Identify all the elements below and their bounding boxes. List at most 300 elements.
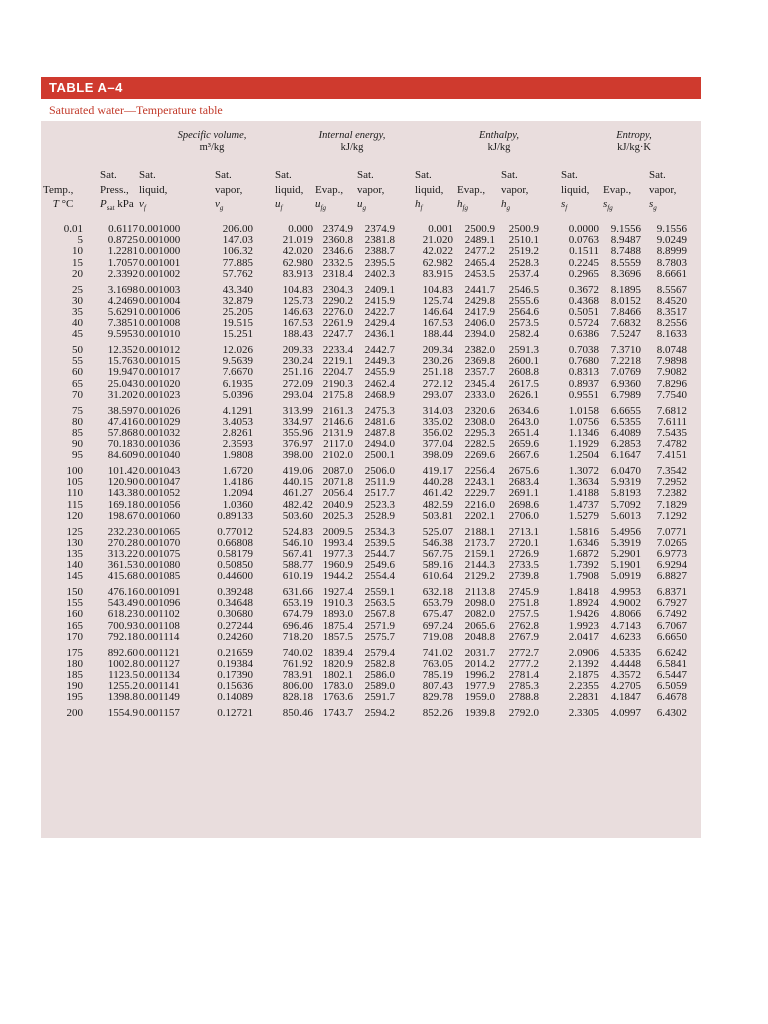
cell-ufg: 1763.6: [322, 691, 353, 704]
cell-hg: 2777.2: [508, 657, 539, 670]
header-line: Evap.,: [603, 183, 632, 196]
cell-sg: 7.4782: [656, 438, 687, 451]
cell-sf: 1.7392: [568, 559, 599, 572]
cell-sg: 6.8827: [656, 570, 687, 583]
cell-hf: 503.81: [422, 509, 453, 522]
cell-ufg: 2261.9: [322, 317, 353, 330]
cell-hf: 440.28: [422, 476, 453, 489]
cell-hf: 482.59: [422, 498, 453, 511]
group-name: Internal energy,: [318, 130, 386, 141]
cell-vg: 106.32: [222, 245, 253, 258]
cell-press: 120.90: [107, 476, 138, 489]
cell-sfg: 5.0919: [610, 570, 641, 583]
cell-ug: 2449.3: [364, 355, 395, 368]
cell-sg: 8.8999: [656, 245, 687, 258]
cell-sg: 7.0771: [656, 525, 687, 538]
table-row: [41, 246, 701, 257]
cell-vf: 0.001002: [139, 267, 181, 280]
cell-hfg: 2489.1: [464, 234, 495, 247]
header-line: liquid,: [139, 183, 168, 196]
header-line: Sat.: [139, 169, 156, 181]
cell-temp: 65: [72, 377, 83, 390]
cell-vf: 0.001070: [139, 536, 181, 549]
cell-sg: 7.0265: [656, 536, 687, 549]
cell-ug: 2544.7: [364, 547, 395, 560]
cell-vf: 0.001102: [139, 608, 180, 621]
cell-sfg: 6.4089: [610, 426, 641, 439]
cell-sg: 7.7540: [656, 388, 687, 401]
cell-press: 198.67: [107, 509, 138, 522]
cell-hf: 632.18: [422, 586, 453, 598]
header-line: Sat.: [100, 169, 117, 181]
header-sfg: [603, 168, 631, 216]
cell-sf: 0.0763: [568, 234, 599, 247]
cell-uf: 251.16: [282, 366, 313, 379]
cell-hg: 2726.9: [508, 547, 539, 560]
cell-hfg: 1959.0: [464, 691, 495, 704]
cell-uf: 355.96: [282, 426, 313, 439]
cell-hg: 2757.5: [508, 608, 539, 621]
header-line: $v_f$: [139, 198, 146, 213]
cell-sfg: 6.0470: [610, 465, 641, 477]
table-row: [41, 511, 701, 522]
cell-press: 101.42: [107, 465, 138, 477]
cell-sg: 8.7803: [656, 256, 687, 269]
cell-ug: 2455.9: [364, 366, 395, 379]
cell-sf: 1.3634: [568, 476, 599, 489]
cell-vf: 0.001040: [139, 449, 181, 462]
table-row: [41, 450, 701, 461]
cell-vf: 0.001047: [139, 476, 181, 489]
cell-vf: 0.001000: [139, 245, 181, 258]
cell-sfg: 8.7488: [610, 245, 641, 258]
cell-ug: 2468.9: [364, 388, 395, 401]
cell-ufg: 2290.2: [322, 294, 353, 307]
cell-ufg: 2276.0: [322, 305, 353, 318]
cell-ufg: 1857.5: [322, 630, 353, 643]
table-row: [41, 367, 701, 378]
cell-temp: 125: [66, 525, 83, 538]
cell-vg: 2.8261: [222, 426, 253, 439]
cell-sf: 0.2245: [568, 256, 599, 269]
cell-temp: 120: [66, 509, 83, 522]
header-line: Sat.: [415, 169, 432, 181]
table-row: [41, 285, 701, 296]
cell-press: 25.043: [107, 377, 138, 390]
cell-sf: 1.5816: [568, 525, 599, 538]
cell-hf: 188.44: [422, 328, 453, 341]
header-line: liquid,: [561, 183, 590, 196]
cell-sg: 6.7492: [656, 608, 687, 621]
cell-uf: 419.06: [282, 465, 313, 477]
cell-ufg: 1743.7: [322, 707, 353, 719]
cell-sf: 0.8313: [568, 366, 599, 379]
cell-hg: 2510.1: [508, 234, 539, 247]
cell-hf: 377.04: [422, 438, 453, 451]
cell-ug: 2523.3: [364, 498, 395, 511]
header-line: $u_{fg}$: [315, 198, 326, 213]
cell-hfg: 2031.7: [464, 646, 495, 659]
cell-hg: 2713.1: [508, 525, 539, 538]
header-line: $s_f$: [561, 198, 568, 213]
group-unit: kJ/kg: [487, 142, 511, 153]
cell-temp: 185: [66, 668, 83, 681]
cell-temp: 50: [72, 344, 83, 356]
cell-vf: 0.001075: [139, 547, 181, 560]
cell-sf: 2.1875: [568, 668, 599, 681]
cell-ufg: 2304.3: [322, 283, 353, 296]
table-row: [41, 609, 701, 620]
cell-temp: 150: [66, 586, 83, 598]
cell-hfg: 2014.2: [464, 657, 495, 670]
cell-temp: 15: [72, 256, 83, 269]
cell-hfg: 2065.6: [464, 619, 495, 632]
cell-ug: 2539.5: [364, 536, 395, 549]
cell-hf: 697.24: [422, 619, 453, 632]
cell-uf: 209.33: [282, 344, 313, 356]
cell-vg: 77.885: [222, 256, 253, 269]
cell-press: 143.38: [107, 487, 138, 500]
cell-hfg: 2216.0: [464, 498, 495, 511]
cell-temp: 85: [72, 426, 83, 439]
cell-sf: 0.0000: [568, 223, 599, 235]
cell-vf: 0.001096: [139, 597, 181, 610]
cell-uf: 230.24: [282, 355, 313, 368]
cell-ufg: 2219.1: [322, 355, 353, 368]
cell-hg: 2591.3: [508, 344, 539, 356]
cell-uf: 167.53: [282, 317, 313, 330]
cell-temp: 10: [72, 245, 83, 258]
cell-press: 169.18: [107, 498, 138, 511]
cell-hg: 2739.8: [508, 570, 539, 583]
cell-uf: 610.19: [282, 570, 313, 583]
cell-vf: 0.001085: [139, 570, 181, 583]
cell-press: 1255.2: [107, 680, 138, 693]
cell-vf: 0.001141: [139, 680, 180, 693]
cell-hf: 807.43: [422, 680, 453, 693]
cell-press: 7.3851: [107, 317, 138, 330]
cell-sf: 1.5279: [568, 509, 599, 522]
cell-sf: 1.2504: [568, 449, 599, 462]
cell-press: 1.2281: [107, 245, 138, 258]
cell-ug: 2517.7: [364, 487, 395, 500]
cell-vf: 0.001006: [139, 305, 181, 318]
cell-sfg: 7.5247: [610, 328, 641, 341]
cell-hf: 741.02: [422, 646, 453, 659]
cell-sg: 8.4520: [656, 294, 687, 307]
cell-ug: 2591.7: [364, 691, 395, 704]
cell-ug: 2586.0: [364, 668, 395, 681]
cell-press: 84.609: [107, 449, 138, 462]
cell-vf: 0.001000: [139, 234, 181, 247]
table-caption: Saturated water—Temperature table: [41, 99, 701, 121]
cell-uf: 0.000: [288, 223, 313, 235]
cell-hg: 2564.6: [508, 305, 539, 318]
group-unit: m³/kg: [199, 142, 225, 153]
cell-vg: 1.6720: [222, 465, 253, 477]
cell-hg: 2519.2: [508, 245, 539, 258]
cell-temp: 195: [66, 691, 83, 704]
cell-sg: 8.2556: [656, 317, 687, 330]
cell-sg: 8.3517: [656, 305, 687, 318]
cell-sfg: 5.2901: [610, 547, 641, 560]
cell-vf: 0.001157: [139, 707, 180, 719]
table-row: [41, 571, 701, 582]
cell-vf: 0.001032: [139, 426, 181, 439]
cell-ug: 2381.8: [364, 234, 395, 247]
cell-hf: 272.12: [422, 377, 453, 390]
cell-temp: 35: [72, 305, 83, 318]
cell-hf: 62.982: [422, 256, 453, 269]
cell-ug: 2422.7: [364, 305, 395, 318]
cell-uf: 42.020: [282, 245, 313, 258]
cell-ufg: 2087.0: [322, 465, 353, 477]
cell-hfg: 2320.6: [464, 404, 495, 417]
cell-uf: 503.60: [282, 509, 313, 522]
cell-press: 892.60: [107, 646, 138, 659]
cell-hfg: 2429.8: [464, 294, 495, 307]
cell-hf: 21.020: [422, 234, 453, 247]
cell-sfg: 8.9487: [610, 234, 641, 247]
cell-vg: 147.03: [222, 234, 253, 247]
cell-vg: 1.2094: [222, 487, 253, 500]
cell-hf: 398.09: [422, 449, 453, 462]
cell-hg: 2720.1: [508, 536, 539, 549]
header-line: $P_{sat}$ kPa: [100, 198, 134, 213]
cell-hf: 829.78: [422, 691, 453, 704]
header-line: liquid,: [415, 183, 444, 196]
cell-hg: 2573.5: [508, 317, 539, 330]
cell-sf: 1.9923: [568, 619, 599, 632]
cell-uf: 631.66: [282, 586, 313, 598]
cell-ufg: 1910.3: [322, 597, 353, 610]
cell-press: 1.7057: [107, 256, 138, 269]
cell-sg: 9.1556: [656, 223, 687, 235]
cell-sg: 7.2382: [656, 487, 687, 500]
cell-press: 361.53: [107, 559, 138, 572]
cell-ug: 2487.8: [364, 426, 395, 439]
cell-hf: 335.02: [422, 415, 453, 428]
cell-hg: 2788.8: [508, 691, 539, 704]
cell-hf: 104.83: [422, 283, 453, 296]
cell-uf: 674.79: [282, 608, 313, 621]
cell-hf: 567.75: [422, 547, 453, 560]
cell-ug: 2481.6: [364, 415, 395, 428]
group-name: Enthalpy,: [479, 130, 519, 141]
cell-sfg: 4.9953: [610, 586, 641, 598]
cell-ug: 2429.4: [364, 317, 395, 330]
cell-hg: 2691.1: [508, 487, 539, 500]
cell-vg: 0.27244: [217, 619, 253, 632]
cell-press: 19.947: [107, 366, 138, 379]
cell-ufg: 2161.3: [322, 404, 353, 417]
cell-sfg: 5.8193: [610, 487, 641, 500]
cell-hf: 852.26: [422, 707, 453, 719]
cell-temp: 170: [66, 630, 83, 643]
cell-ufg: 1839.4: [322, 646, 353, 659]
cell-ug: 2388.7: [364, 245, 395, 258]
cell-vf: 0.001036: [139, 438, 181, 451]
table-row: [41, 527, 701, 538]
cell-ufg: 2233.4: [322, 344, 353, 356]
cell-ug: 2395.5: [364, 256, 395, 269]
group-unit: kJ/kg·K: [617, 142, 651, 153]
cell-sfg: 4.8066: [610, 608, 641, 621]
cell-ug: 2567.8: [364, 608, 395, 621]
cell-hfg: 2129.2: [464, 570, 495, 583]
cell-sfg: 4.3572: [610, 668, 641, 681]
cell-vf: 0.001004: [139, 294, 181, 307]
cell-temp: 145: [66, 570, 83, 583]
cell-hf: 719.08: [422, 630, 453, 643]
cell-sfg: 6.1647: [610, 449, 641, 462]
cell-sfg: 6.6655: [610, 404, 641, 417]
cell-hfg: 2369.8: [464, 355, 495, 368]
cell-uf: 440.15: [282, 476, 313, 489]
cell-sfg: 6.9360: [610, 377, 641, 390]
cell-sf: 1.8418: [568, 586, 599, 598]
cell-ug: 2436.1: [364, 328, 395, 341]
cell-ufg: 1960.9: [322, 559, 353, 572]
cell-hf: 589.16: [422, 559, 453, 572]
group-internal-energy: [287, 130, 417, 154]
header-line: Sat.: [275, 169, 292, 181]
cell-press: 543.49: [107, 597, 138, 610]
cell-uf: 783.91: [282, 668, 313, 681]
table-row: [41, 488, 701, 499]
cell-hg: 2500.9: [508, 223, 539, 235]
header-line: Sat.: [357, 169, 374, 181]
cell-hg: 2555.6: [508, 294, 539, 307]
cell-ug: 2506.0: [364, 465, 395, 477]
cell-hg: 2634.6: [508, 404, 539, 417]
cell-vg: 4.1291: [222, 404, 253, 417]
cell-hg: 2706.0: [508, 509, 539, 522]
cell-vf: 0.001056: [139, 498, 181, 511]
cell-sg: 9.0249: [656, 234, 687, 247]
header-line: [315, 168, 343, 183]
cell-hfg: 2202.1: [464, 509, 495, 522]
header-ug: [357, 168, 384, 216]
cell-sfg: 7.3710: [610, 344, 641, 356]
cell-press: 415.68: [107, 570, 138, 583]
cell-vg: 1.9808: [222, 449, 253, 462]
cell-hf: 419.17: [422, 465, 453, 477]
cell-press: 792.18: [107, 630, 138, 643]
cell-hg: 2683.4: [508, 476, 539, 489]
cell-sf: 1.6872: [568, 547, 599, 560]
cell-hfg: 2269.6: [464, 449, 495, 462]
cell-hfg: 2188.1: [464, 525, 495, 538]
header-line: $u_g$: [357, 198, 366, 213]
cell-temp: 140: [66, 559, 83, 572]
cell-vg: 0.15636: [217, 680, 253, 693]
cell-hg: 2733.5: [508, 559, 539, 572]
cell-sfg: 5.9319: [610, 476, 641, 489]
header-line: $h_g$: [501, 198, 510, 213]
cell-hf: 461.42: [422, 487, 453, 500]
cell-vg: 2.3593: [222, 438, 253, 451]
cell-sg: 7.9898: [656, 355, 687, 368]
cell-vg: 0.34648: [217, 597, 253, 610]
cell-hf: 785.19: [422, 668, 453, 681]
cell-hg: 2767.9: [508, 630, 539, 643]
cell-press: 1002.8: [107, 657, 138, 670]
header-line: $h_{fg}$: [457, 198, 468, 213]
cell-hf: 675.47: [422, 608, 453, 621]
cell-press: 31.202: [107, 388, 138, 401]
cell-vg: 0.39248: [217, 586, 253, 598]
cell-hfg: 2357.7: [464, 366, 495, 379]
cell-vg: 0.21659: [217, 646, 253, 659]
cell-ufg: 1875.4: [322, 619, 353, 632]
cell-ufg: 1783.0: [322, 680, 353, 693]
cell-hfg: 2256.4: [464, 465, 495, 477]
cell-sg: 7.3542: [656, 465, 687, 477]
header-vf: [139, 168, 167, 216]
cell-sf: 1.1346: [568, 426, 599, 439]
cell-hg: 2659.6: [508, 438, 539, 451]
cell-press: 1554.9: [107, 707, 138, 719]
cell-uf: 567.41: [282, 547, 313, 560]
cell-sf: 1.0756: [568, 415, 599, 428]
cell-ufg: 2056.4: [322, 487, 353, 500]
cell-vf: 0.001017: [139, 366, 181, 379]
cell-ug: 2589.0: [364, 680, 395, 693]
cell-sf: 1.3072: [568, 465, 599, 477]
cell-sg: 7.6111: [657, 415, 687, 428]
cell-sf: 2.2831: [568, 691, 599, 704]
cell-ug: 2554.4: [364, 570, 395, 583]
cell-sg: 7.5435: [656, 426, 687, 439]
cell-hfg: 2500.9: [464, 223, 495, 235]
header-hfg: [457, 168, 485, 216]
cell-sfg: 8.1895: [610, 283, 641, 296]
header-line: Evap.,: [457, 183, 486, 196]
cell-hf: 251.18: [422, 366, 453, 379]
header-temp: [43, 168, 73, 212]
cell-hfg: 2333.0: [464, 388, 495, 401]
cell-ufg: 2204.7: [322, 366, 353, 379]
cell-vf: 0.001001: [139, 256, 181, 269]
table-row: [41, 632, 701, 643]
cell-hf: 763.05: [422, 657, 453, 670]
group-specific-volume: [147, 130, 277, 154]
cell-sg: 8.0748: [656, 344, 687, 356]
cell-vf: 0.001010: [139, 328, 181, 341]
cell-hg: 2528.3: [508, 256, 539, 269]
cell-hg: 2626.1: [508, 388, 539, 401]
cell-ug: 2534.3: [364, 525, 395, 538]
cell-vg: 0.17390: [217, 668, 253, 681]
cell-vf: 0.001108: [139, 619, 180, 632]
cell-temp: 55: [72, 355, 83, 368]
cell-hfg: 2453.5: [464, 267, 495, 280]
cell-temp: 155: [66, 597, 83, 610]
cell-ufg: 2117.0: [323, 438, 353, 451]
cell-press: 618.23: [107, 608, 138, 621]
cell-ufg: 1927.4: [322, 586, 353, 598]
cell-hf: 146.64: [422, 305, 453, 318]
cell-vg: 1.4186: [222, 476, 253, 489]
cell-press: 1123.5: [108, 668, 138, 681]
cell-hfg: 2159.1: [464, 547, 495, 560]
cell-vg: 5.0396: [222, 388, 253, 401]
cell-hf: 83.915: [422, 267, 453, 280]
cell-hfg: 2295.3: [464, 426, 495, 439]
cell-ufg: 2332.5: [322, 256, 353, 269]
cell-vg: 3.4053: [222, 415, 253, 428]
